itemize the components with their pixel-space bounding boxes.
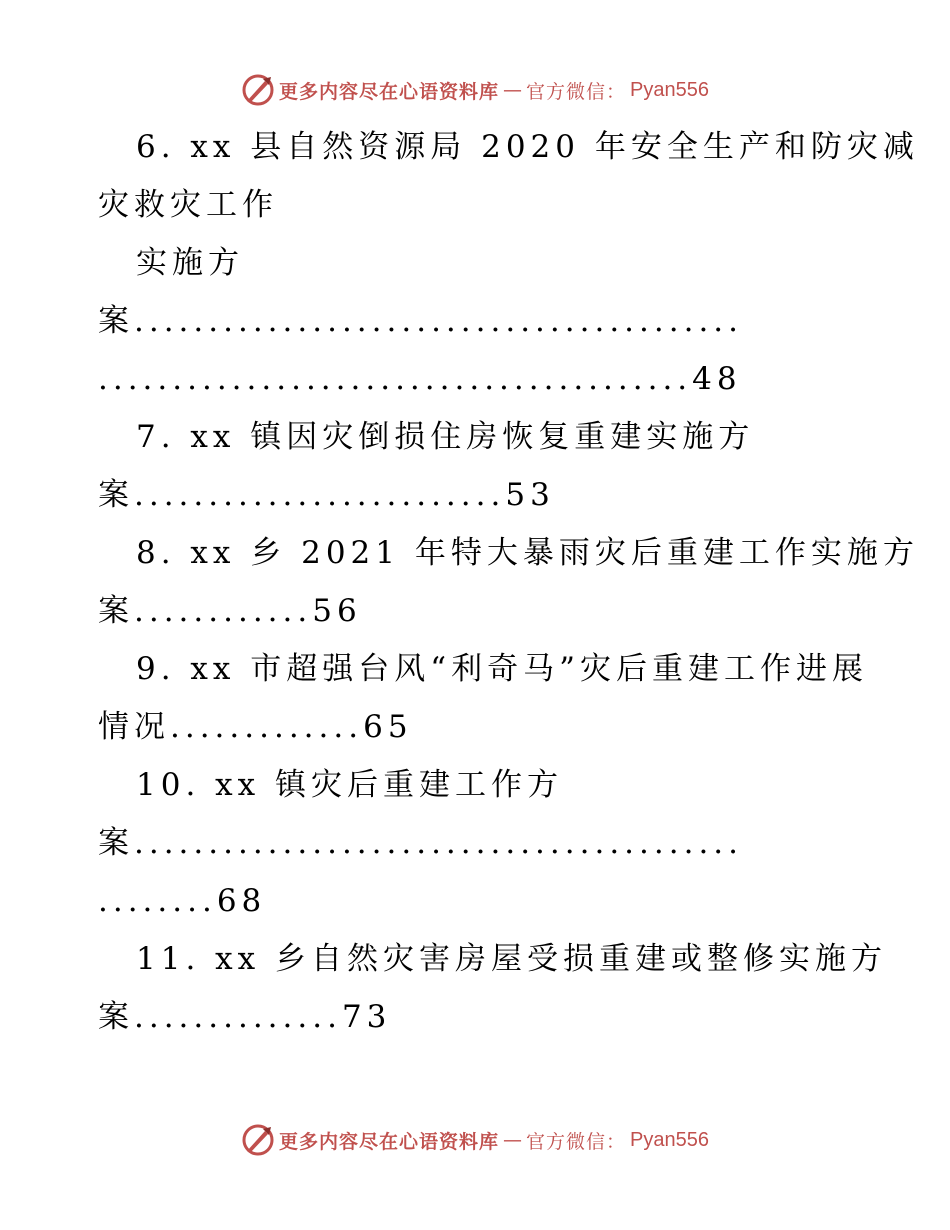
wechat-label: 官方微信： [526, 80, 627, 103]
wechat-id: Pyan556 [630, 78, 709, 101]
banner-separator: — [503, 79, 523, 101]
toc-entry-7-page: 案.........................53 [98, 477, 555, 513]
toc-entry-11-page: 案..............73 [98, 999, 392, 1035]
wechat-label: 官方微信： [526, 1130, 627, 1153]
quill-logo-icon [241, 73, 275, 107]
promo-text: 更多内容尽在心语资料库 [279, 80, 500, 103]
quill-logo-icon [241, 1123, 275, 1157]
footer-watermark-banner [0, 1120, 950, 1160]
toc-entry-6-title: 6. xx 县自然资源局 2020 年安全生产和防灾减 [136, 129, 919, 165]
toc-entry-10-title: 10. xx 镇灾后重建工作方 [136, 767, 563, 803]
toc-entry-11-title: 11. xx 乡自然灾害房屋受损重建或整修实施方 [136, 941, 887, 977]
toc-entry-9-title: 9. xx 市超强台风“利奇马”灾后重建工作进展 [136, 651, 868, 687]
toc-entry-8-title: 8. xx 乡 2021 年特大暴雨灾后重建工作实施方 [136, 535, 919, 571]
banner-separator: — [503, 1129, 523, 1151]
toc-entry-7-title: 7. xx 镇因灾倒损住房恢复重建实施方 [136, 419, 755, 455]
toc-entry-9-page: 情况.............65 [98, 709, 413, 745]
toc-entry-6-leader: 案......................................... [98, 303, 744, 339]
toc-entry-10-leader: 案......................................... [98, 825, 744, 861]
promo-text: 更多内容尽在心语资料库 [279, 1130, 500, 1153]
wechat-id: Pyan556 [630, 1128, 709, 1151]
toc-entry-10-page: ........68 [98, 883, 267, 919]
toc-entry-6-title-cont2: 实施方 [136, 245, 244, 281]
header-watermark-banner [0, 70, 950, 110]
toc-entry-6-title-cont: 灾救灾工作 [98, 187, 278, 223]
toc-entry-8-page: 案............56 [98, 593, 362, 629]
toc-entry-6-page: ........................................48 [98, 361, 742, 397]
